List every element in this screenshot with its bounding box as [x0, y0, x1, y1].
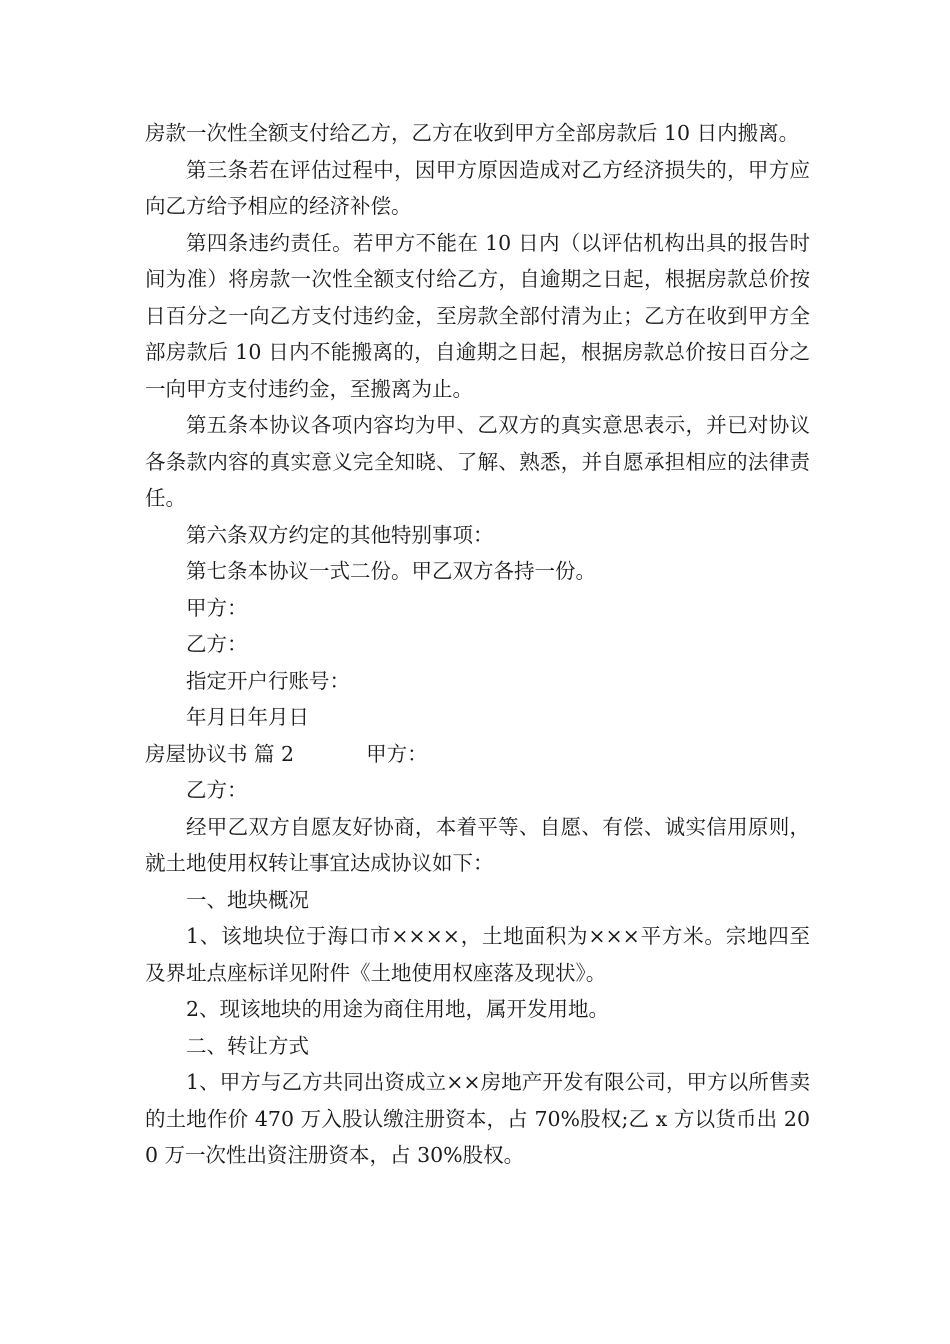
paragraph-land-location: 1、该地块位于海口市××××，土地面积为×××平方米。宗地四至及界址点座标详见附件《土地使用权座落及现状》。 — [145, 924, 810, 985]
signature-party-b: 乙方： — [186, 632, 248, 656]
date-line: 年月日年月日 — [186, 705, 309, 729]
signature-party-a: 甲方： — [186, 595, 248, 620]
paragraph-article-5: 第五条本协议各项内容均为甲、乙双方的真实意思表示，并已对协议各条款内容的真实意义完全知晓、了解、熟悉，并自愿承担相应的法律责任。 — [145, 413, 810, 510]
paragraph-article-6: 第六条双方约定的其他特别事项： — [186, 522, 494, 547]
section-heading-part-2 — [145, 736, 810, 773]
paragraph-article-4: 第四条违约责任。若甲方不能在 10 日内（以评估机构出具的报告时间为准）将房款一次性全额支付给乙方，自逾期之日起，根据房款总价按日百分之一向乙方支付违约金，至房款全部付清为止；乙方在收到甲方全部房款后 10 日内不能搬离的，自逾期之日起，根据房款总价按日百分之一向甲方支付违约金，至搬离为止。 — [145, 230, 810, 401]
paragraph-article-3: 第三条若在评估过程中，因甲方原因造成对乙方经济损失的，甲方应向乙方给予相应的经济补偿。 — [145, 157, 810, 218]
paragraph-joint-investment: 1、甲方与乙方共同出资成立××房地产开发有限公司，甲方以所售卖的土地作价 470 万入股认缴注册资本，占 70%股权;乙 x 方以货币出 200 万一次性出资注册资本，占 30%股权。 — [145, 1070, 810, 1167]
paragraph-payment-and-move-out: 房款一次性全额支付给乙方，乙方在收到甲方全部房款后 10 日内搬离。 — [145, 121, 800, 145]
heading-land-overview: 一、地块概况 — [186, 887, 309, 912]
heading-transfer-method: 二、转让方式 — [186, 1033, 309, 1058]
paragraph-article-7: 第七条本协议一式二份。甲乙双方各持一份。 — [186, 559, 596, 583]
party-a-label: 甲方： — [366, 741, 428, 766]
bank-account-line: 指定开户行账号： — [186, 668, 350, 693]
paragraph-preamble: 经甲乙双方自愿友好协商，本着平等、自愿、有偿、诚实信用原则，就土地使用权转让事宜达成协议如下： — [145, 814, 810, 875]
paragraph-land-use: 2、现该地块的用途为商住用地，属开发用地。 — [186, 997, 610, 1021]
section-title: 房屋协议书 篇 2 — [145, 741, 295, 766]
party-b-label: 乙方： — [186, 778, 248, 802]
document-body — [145, 115, 810, 1174]
